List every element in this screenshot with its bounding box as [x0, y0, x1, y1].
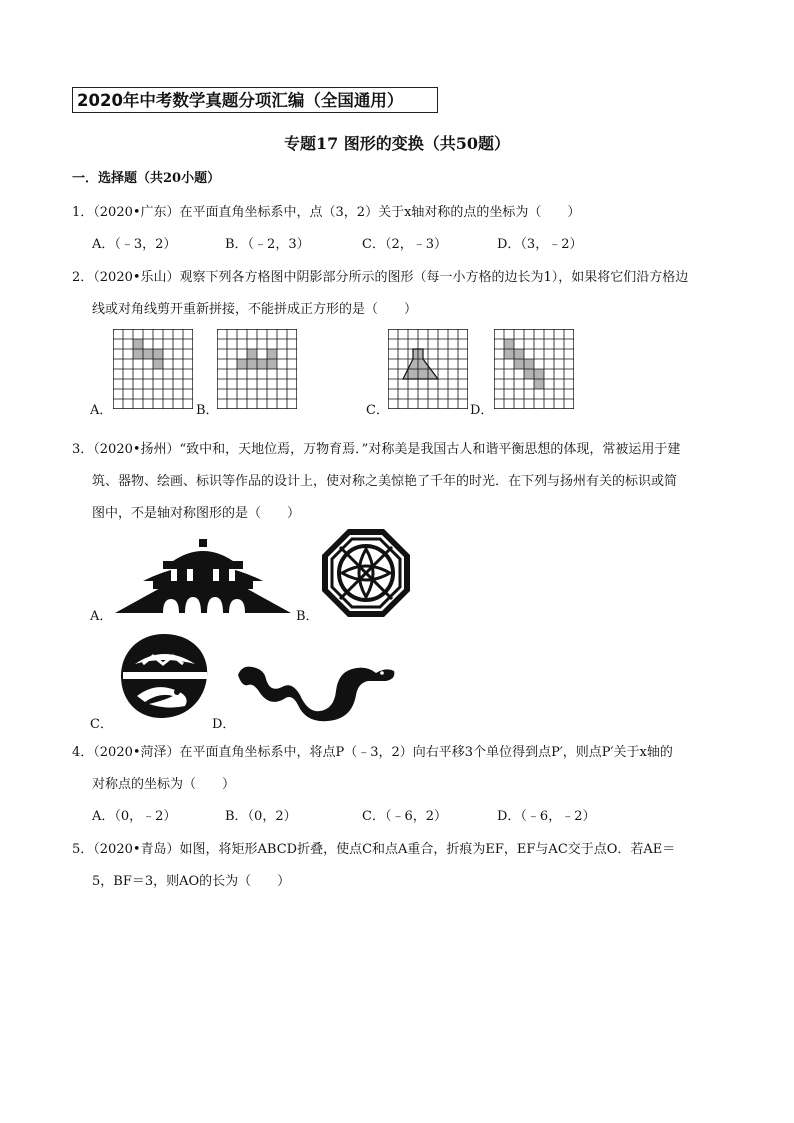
shaded-cell	[153, 349, 163, 359]
shaded-cell	[133, 339, 143, 349]
shaded-cell	[247, 349, 257, 359]
q3-label-c: C．	[90, 717, 113, 732]
q4-option-c: C．（﹣6，2）	[362, 809, 447, 824]
q1-stem: 1．（2020•广东）在平面直角坐标系中，点（3，2）关于x轴对称的点的坐标为（ ）	[72, 205, 581, 220]
q2-label-a: A．	[90, 403, 113, 418]
round-emblem	[115, 630, 213, 722]
q4-stem-line1: 4．（2020•菏泽）在平面直角坐标系中，将点P（﹣3，2）向右平移3个单位得到点P′，则点P′关于x轴的	[72, 745, 673, 760]
q1-option-d: D．（3，﹣2）	[497, 237, 583, 252]
q1-option-b: B．（﹣2，3）	[225, 237, 310, 252]
q2-stem-line1: 2．（2020•乐山）观察下列各方格图中阴影部分所示的图形（每一小方格的边长为1），如果将它们沿方格边	[72, 270, 689, 285]
shaded-cell	[133, 349, 143, 359]
serpent-emblem	[236, 655, 398, 725]
shaded-cell	[267, 359, 277, 369]
shaded-cell	[257, 359, 267, 369]
grid-figure-d	[494, 329, 574, 409]
shaded-cell	[247, 359, 257, 369]
q2-stem-line2: 线或对角线剪开重新拼接，不能拼成正方形的是（ ）	[92, 302, 418, 317]
q4-option-d: D．（﹣6，﹣2）	[497, 809, 596, 824]
q5-stem-line1: 5．（2020•青岛）如图，将矩形ABCD折叠，使点C和点A重合，折痕为EF，EF与AC交于点O．若AE＝	[72, 842, 676, 857]
q3-stem-line3: 图中，不是轴对称图形的是（ ）	[92, 506, 301, 521]
q1-option-a: A．（﹣3，2）	[92, 237, 177, 252]
shaded-cell	[514, 349, 524, 359]
q3-label-b: B．	[296, 609, 319, 624]
q2-label-d: D．	[470, 403, 494, 418]
q4-option-b: B．（0，2）	[225, 809, 297, 824]
shaded-cell	[153, 359, 163, 369]
q2-label-c: C．	[366, 403, 389, 418]
series-banner: 2020年中考数学真题分项汇编（全国通用）	[72, 87, 438, 113]
q3-stem-line2: 筑、器物、绘画、标识等作品的设计上，使对称之美惊艳了千年的时光．在下列与扬州有关的标识或简	[92, 474, 678, 489]
q5-stem-line2: 5，BF＝3，则AO的长为（ ）	[92, 874, 291, 889]
pavilion-bridge-emblem	[113, 537, 293, 617]
shaded-cell	[514, 359, 524, 369]
page-title: 专题17 图形的变换（共50题）	[283, 134, 511, 153]
shaded-cell	[504, 349, 514, 359]
q4-stem-line2: 对称点的坐标为（ ）	[92, 777, 236, 792]
shaded-cell	[524, 369, 534, 379]
shaded-cell	[267, 349, 277, 359]
shaded-cell	[534, 379, 544, 389]
shaded-cell	[504, 339, 514, 349]
q3-label-d: D．	[212, 717, 236, 732]
shaded-cell	[524, 359, 534, 369]
shaded-cell	[534, 369, 544, 379]
shaded-cell	[237, 359, 247, 369]
grid-figure-a	[113, 329, 193, 409]
section-heading: 一．选择题（共20小题）	[72, 171, 221, 186]
q4-option-a: A．（0，﹣2）	[92, 809, 177, 824]
grid-figure-c	[388, 329, 468, 409]
q3-stem-line1: 3．（2020•扬州）“致中和，天地位焉，万物育焉．”对称美是我国古人和谐平衡思想的体现，常被运用于建	[72, 442, 681, 457]
q1-option-c: C．（2，﹣3）	[362, 237, 447, 252]
q3-label-a: A．	[90, 609, 113, 624]
octagon-window-emblem	[320, 527, 412, 619]
q2-label-b: B．	[196, 403, 219, 418]
shaded-cell	[143, 349, 153, 359]
grid-figure-b	[217, 329, 297, 409]
